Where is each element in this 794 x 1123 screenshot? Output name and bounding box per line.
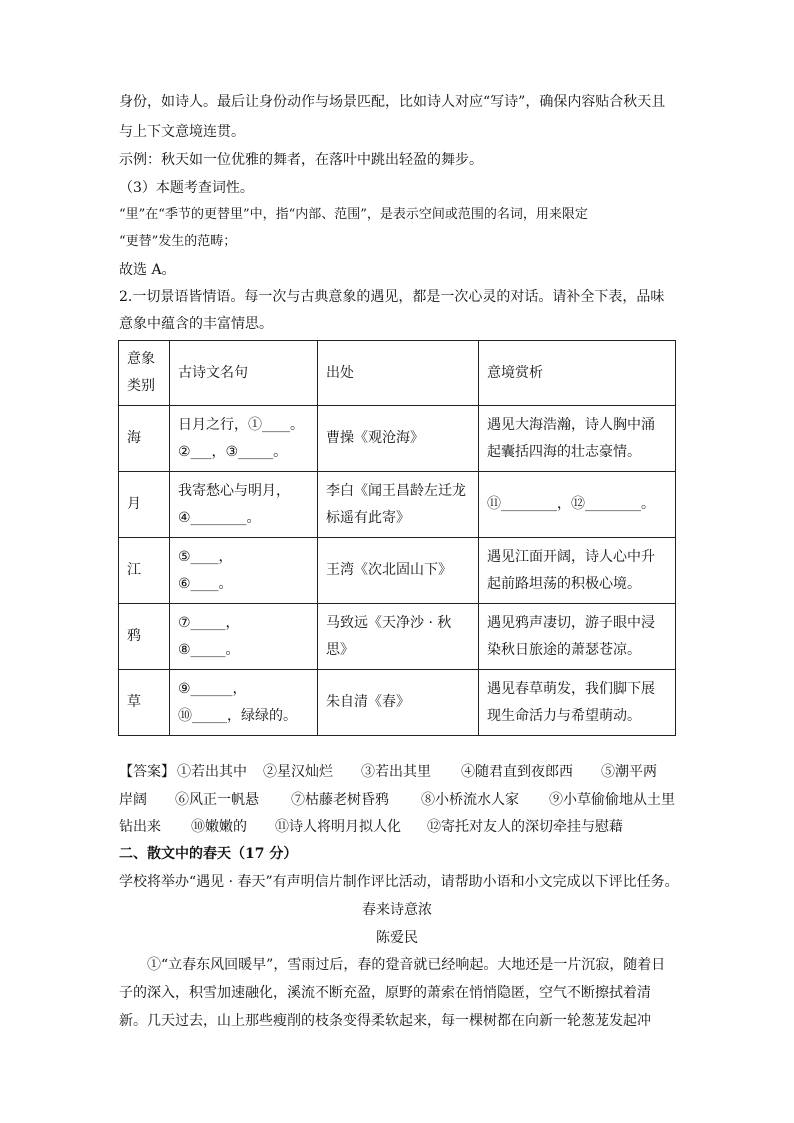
question-2-line: 2.一切景语皆情语。每一次与古典意象的遇见，都是一次心灵的对话。请补全下表，品味	[119, 289, 665, 305]
essay-paragraph-line: ①“立春东风回暖早”，雪雨过后，春的跫音就已经响起。大地还是一片沉寂，随着日	[147, 957, 666, 973]
answer-item: 钻出来	[119, 819, 161, 835]
section-intro: 学校将举办“遇见 · 春天”有声明信片制作评比活动，请帮助小语和小文完成以下评比任务。	[119, 874, 679, 890]
cell-poem-line: ⑦_____， ⑧_____。	[170, 604, 318, 670]
text-line: “里”在“季节的更替里”中，指“内部、范围”，是表示空间或范围的名词，用来限定	[119, 207, 588, 222]
cell-appreciation: 遇见大海浩瀚，诗人胸中涌 起囊括四海的壮志豪情。	[479, 406, 676, 472]
answer-item: ⑫寄托对友人的深切牵挂与慰藉	[427, 819, 623, 835]
table-row	[119, 472, 676, 538]
answer-line	[119, 817, 623, 837]
cell-category: 海	[119, 406, 170, 472]
answer-item: ⑧小桥流水人家	[421, 792, 519, 808]
table-row	[119, 406, 676, 472]
cell-appreciation: ⑪________，⑫________。	[479, 472, 676, 538]
essay-paragraph-line: 新。几天过去，山上那些瘦削的枝条变得柔软起来，每一棵树都在向新一轮葱茏发起冲	[119, 1013, 651, 1029]
table-row	[119, 604, 676, 670]
cell-category: 月	[119, 472, 170, 538]
table-header-row	[119, 341, 676, 406]
cell-appreciation: 遇见鸦声凄切，游子眼中浸 染秋日旅途的萧瑟苍凉。	[479, 604, 676, 670]
cell-appreciation: 遇见春草萌发，我们脚下展 现生命活力与希望萌动。	[479, 670, 676, 736]
answer-item: ③若出其里	[361, 764, 431, 780]
answer-label: 【答案】	[119, 764, 175, 780]
header-category: 意象 类别	[119, 341, 170, 406]
section-heading: 二、散文中的春天（17 分）	[119, 846, 298, 862]
text-line: 身份，如诗人。最后让身份动作与场景匹配，比如诗人对应“写诗”，确保内容贴合秋天且	[119, 94, 666, 110]
essay-title: 春来诗意浓	[362, 902, 432, 918]
table-row	[119, 670, 676, 736]
answer-item: ②星汉灿烂	[263, 764, 333, 780]
cell-poem-line: 我寄愁心与明月， ④________。	[170, 472, 318, 538]
answer-item: 岸阔	[119, 792, 147, 808]
header-poem-line: 古诗文名句	[170, 341, 318, 406]
text-line: 与上下文意境连贯。	[119, 124, 245, 140]
imagery-table	[118, 340, 676, 736]
cell-poem-line: ⑨______， ⑩_____，绿绿的。	[170, 670, 318, 736]
cell-source: 王湾《次北固山下》	[318, 538, 479, 604]
cell-poem-line: ⑤____， ⑥____。	[170, 538, 318, 604]
answer-choice-line: 故选 A。	[119, 262, 176, 278]
cell-source: 朱自清《春》	[318, 670, 479, 736]
question-2-line: 意象中蕴含的丰富情思。	[119, 316, 273, 332]
cell-appreciation: 遇见江面开阔，诗人心中升 起前路坦荡的积极心境。	[479, 538, 676, 604]
example-line: 示例：秋天如一位优雅的舞者，在落叶中跳出轻盈的舞步。	[119, 152, 483, 168]
answer-item: ⑥风正一帆悬	[175, 792, 259, 808]
cell-source: 曹操《观沧海》	[318, 406, 479, 472]
cell-source: 李白《闻王昌龄左迁龙 标遥有此寄》	[318, 472, 479, 538]
answer-item: ⑩嫩嫩的	[191, 819, 247, 835]
answer-item: ⑤潮平两	[601, 764, 657, 780]
answer-item: ⑪诗人将明月拟人化	[275, 819, 401, 835]
answer-line	[119, 762, 657, 782]
answer-item: ⑨小草偷偷地从土里	[549, 792, 675, 808]
cell-poem-line: 日月之行，①____。 ②___，③_____。	[170, 406, 318, 472]
header-appreciation: 意境赏析	[479, 341, 676, 406]
subquestion-3-line: （3）本题考查词性。	[119, 180, 254, 196]
answer-line	[119, 790, 675, 810]
essay-author: 陈爱民	[376, 930, 418, 946]
answer-item: ④随君直到夜郎西	[461, 764, 573, 780]
text-line: “更替”发生的范畴；	[119, 234, 237, 249]
table-row	[119, 538, 676, 604]
essay-paragraph-line: 子的深入，积雪加速融化，溪流不断充盈，原野的萧索在悄悄隐匿，空气不断擦拭着清	[119, 985, 651, 1001]
cell-category: 江	[119, 538, 170, 604]
cell-category: 鸦	[119, 604, 170, 670]
cell-category: 草	[119, 670, 170, 736]
answer-item: ⑦枯藤老树昏鸦	[291, 792, 389, 808]
cell-source: 马致远《天净沙 · 秋 思》	[318, 604, 479, 670]
header-source: 出处	[318, 341, 479, 406]
answer-item: ①若出其中	[177, 764, 247, 780]
